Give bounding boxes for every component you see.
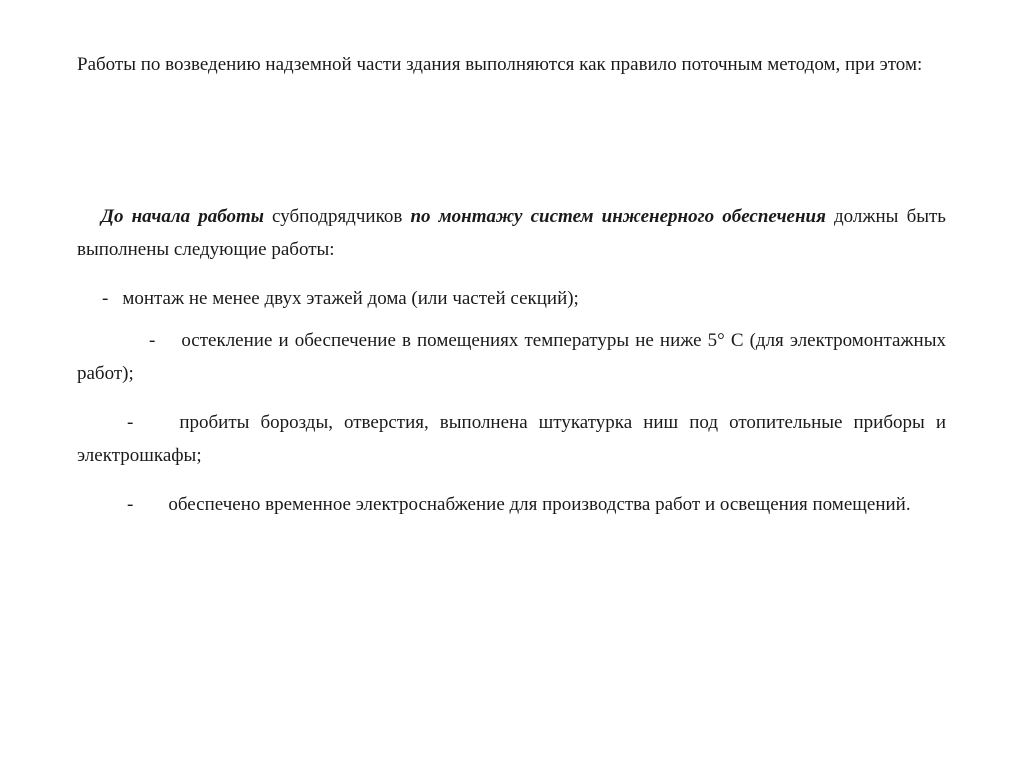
lead-paragraph (77, 200, 946, 266)
list-item (77, 324, 946, 390)
list-item (77, 488, 946, 521)
lead-emphasis-start: До начала работы (101, 206, 264, 227)
lead-emphasis-systems: по монтажу систем инженерного обеспечения (410, 206, 826, 227)
intro-paragraph: Работы по возведению надземной части здания выполняются как правило поточным методом, при этом: (77, 54, 923, 75)
list-dash: - (149, 330, 156, 351)
list-dash: - (127, 412, 134, 433)
list-dash: - (127, 494, 134, 515)
list-item-text: пробиты борозды, отверстия, выполнена штукатурка ниш под отопительные приборы и электрошкафы; (77, 412, 946, 466)
list-dash: - (102, 288, 109, 309)
list-item-text: обеспечено временное электроснабжение для производства работ и освещения помещений. (168, 494, 911, 515)
lead-text-end: должны быть выполнены следующие работы: (77, 206, 946, 260)
list-item-text: монтаж не менее двух этажей дома (или частей секций); (122, 288, 579, 309)
list-item (77, 282, 946, 315)
lead-text-middle: субподрядчиков (263, 206, 411, 227)
list-item (77, 406, 946, 472)
list-item-text: остекление и обеспечение в помещениях температуры не ниже 5° С (для электромонтажных работ); (77, 330, 946, 384)
